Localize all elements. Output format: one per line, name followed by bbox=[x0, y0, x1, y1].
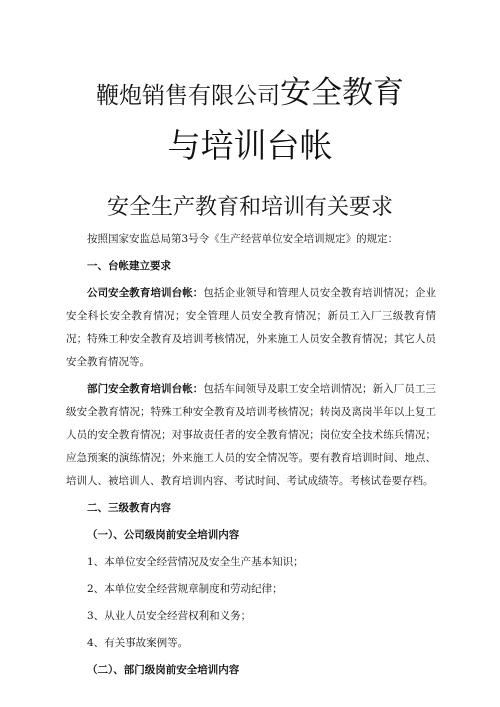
list-item: 1、本单位安全经营情况及安全生产基本知识； bbox=[87, 556, 304, 568]
dept-ledger-label: 部门安全教育培训台帐： bbox=[87, 383, 204, 395]
company-ledger-text: 包括企业领导和管理人员安全教育培训情况；企业安全科长安全教育情况；安全管理人员安全教育情况；新员工入厂三级教育情况；特殊工种安全教育及培训考核情况，外来施工人员安全教育情况；其它人员安全教育情况等。 bbox=[66, 287, 436, 368]
document-title-line2: 与培训台帐 bbox=[167, 126, 333, 165]
dept-ledger-paragraph bbox=[66, 378, 436, 493]
intro-paragraph: 按照国家安监总局第3号令《生产经营单位安全培训规定》的规定： bbox=[87, 233, 399, 245]
subsection2-heading: （二）、部门级岗前安全培训内容 bbox=[87, 664, 240, 676]
section2-heading: 二、三级教育内容 bbox=[87, 502, 171, 514]
company-ledger-paragraph bbox=[66, 282, 436, 374]
list-item: 2、本单位安全经营规章制度和劳动纪律； bbox=[87, 583, 283, 595]
dept-ledger-text: 包括车间领导及职工安全培训情况；新入厂员工三级安全教育情况；特殊工种安全教育及培训考核情况；转岗及离岗半年以上复工人员的安全教育情况；对事故责任者的安全教育情况；岗位安全技术练兵情况；应急预案的演练情况；外来施工人员的安全情况等。要有教育培训时间、地点、培训人、被培训人、教育培训内容、考试时间、考试成绩等。考核试卷要存档。 bbox=[66, 383, 436, 487]
section1-heading: 一、台帐建立要求 bbox=[87, 260, 171, 272]
company-ledger-label: 公司安全教育培训台帐： bbox=[87, 287, 204, 299]
document-title-line1 bbox=[0, 76, 500, 115]
document-subtitle: 安全生产教育和培训有关要求 bbox=[106, 195, 393, 220]
list-item: 4、有关事故案例等。 bbox=[87, 637, 189, 649]
list-item: 3、从业人员安全经营权利和义务； bbox=[87, 610, 252, 622]
document-body bbox=[66, 228, 436, 682]
title-company-name: 鞭炮销售有限公司 bbox=[96, 83, 280, 109]
subsection1-heading: （一）、公司级岗前安全培训内容 bbox=[87, 529, 240, 541]
title-safety-education: 安全教育 bbox=[280, 75, 404, 111]
